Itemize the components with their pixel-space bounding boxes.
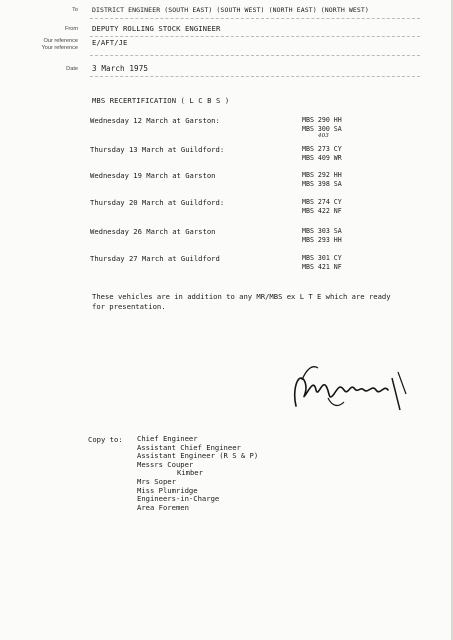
vehicle-entry: MBS 300 SA [302,125,342,133]
schedule-date: Thursday 27 March at Guildford [90,254,220,263]
schedule-vehicles [302,116,342,134]
schedule-date: Wednesday 12 March at Garston: [90,116,220,125]
schedule-date: Thursday 20 March at Guildford: [90,198,225,207]
vehicle-entry: MBS 274 CY [302,198,342,206]
reference-value: E/AFT/JE [92,38,128,47]
schedule-vehicles [302,227,342,245]
list-item: Mrs Soper [137,476,176,486]
signature-graphic [288,350,418,422]
from-label: From [64,26,78,32]
list-item: Miss Plumridge [137,485,198,495]
copy-to-label: Copy to: [88,435,123,444]
divider-date [90,76,420,77]
vehicle-entry: MBS 398 SA [302,180,342,188]
handwritten-annotation: 403 [318,133,329,139]
note-paragraph: These vehicles are in addition to any MR/MBS ex L T E which are ready for presentation. [92,292,391,311]
list-item: Chief Engineer [137,434,198,443]
vehicle-entry: MBS 293 HH [302,236,342,244]
list-item: Assistant Engineer (R S & P) [137,451,259,461]
divider-to [90,18,420,19]
to-value: DISTRICT ENGINEER (SOUTH EAST) (SOUTH WEST) (NORTH EAST) (NORTH WEST) [92,6,369,14]
vehicle-entry: MBS 421 NF [302,263,342,271]
list-item: Messrs Couper [137,459,194,469]
list-item: Assistant Chief Engineer [137,442,241,452]
schedule-date: Wednesday 19 March at Garston [90,171,216,180]
vehicle-entry: MBS 273 CY [302,145,342,153]
subject-heading: MBS RECERTIFICATION ( L C B S ) [92,96,230,105]
schedule-vehicles [302,171,342,189]
date-value: 3 March 1975 [92,64,149,73]
schedule-vehicles [302,198,342,216]
from-value: DEPUTY ROLLING STOCK ENGINEER [92,24,221,33]
vehicle-entry: MBS 290 HH [302,116,342,124]
schedule-date: Wednesday 26 March at Garston [90,227,216,236]
list-item: Kimber [177,468,203,478]
vehicle-entry: MBS 292 HH [302,171,342,179]
vehicle-entry: MBS 409 WR [302,154,342,162]
copy-to-list [137,435,258,512]
date-label: Date [66,66,78,72]
list-item: Engineers-in-Charge [137,494,220,504]
divider-ref [90,55,420,56]
our-reference-label: Our reference [43,38,78,44]
schedule-vehicles [302,145,342,163]
to-label: To [72,7,78,13]
list-item: Area Foremen [137,502,189,512]
your-reference-label: Your reference [41,45,78,51]
schedule-vehicles [302,254,342,272]
divider-from [90,36,420,37]
vehicle-entry: MBS 422 NF [302,207,342,215]
vehicle-entry: MBS 303 SA [302,227,342,235]
schedule-date: Thursday 13 March at Guildford: [90,145,225,154]
vehicle-entry: MBS 301 CY [302,254,342,262]
